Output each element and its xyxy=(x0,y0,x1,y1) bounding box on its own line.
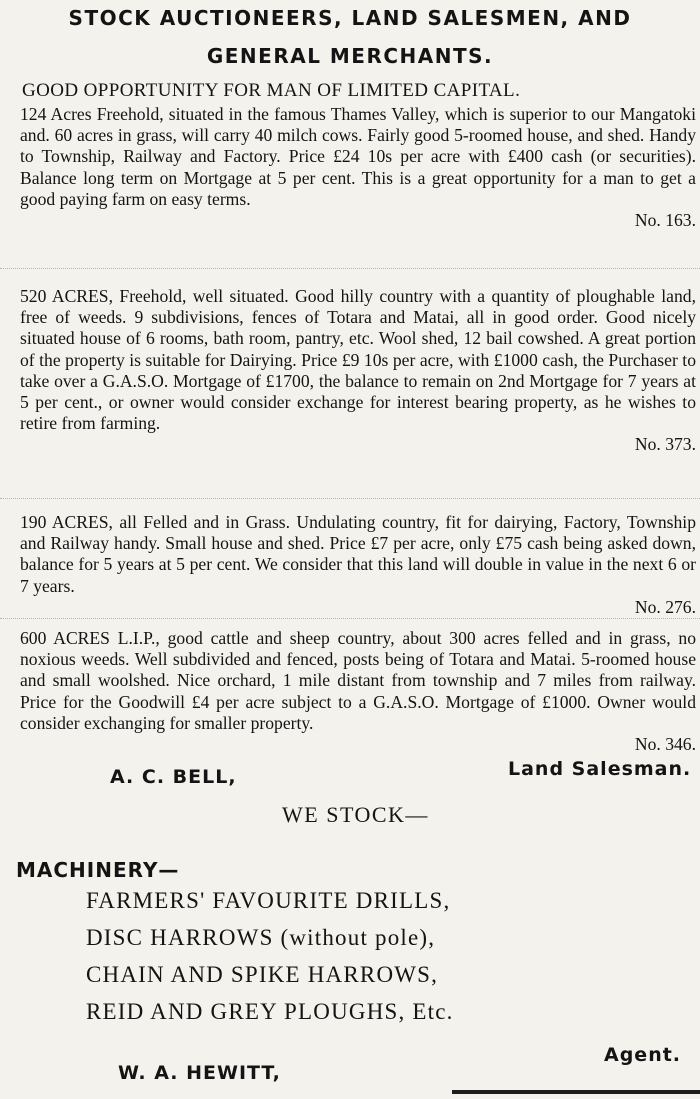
machinery-list xyxy=(86,882,454,1030)
listing-reference: No. 276. xyxy=(634,596,696,617)
header-line-1: STOCK AUCTIONEERS, LAND SALESMEN, AND xyxy=(68,6,632,30)
list-item: FARMERS' FAVOURITE DRILLS, xyxy=(86,888,451,913)
subheading: GOOD OPPORTUNITY FOR MAN OF LIMITED CAPITAL. xyxy=(22,80,521,101)
stock-heading: WE STOCK— xyxy=(282,802,429,827)
listing-reference: No. 163. xyxy=(634,210,696,231)
signature-title: Land Salesman. xyxy=(508,758,692,780)
signature-name: A. C. BELL, xyxy=(110,766,237,788)
listing-text: 124 Acres Freehold, situated in the famous Thames Valley, which is superior to our Mangatoki and. 60 acres in grass, will carry 40 milch cows. Fairly good 5-roomed house, and shed. Handy to Township, Railway and Factory. Price £24 10s per acre with £400 cash (or securities). Balance long term on Mortgage at 5 per cent. This is a great opportunity for a man to get a good paying farm on easy terms. xyxy=(20,104,696,209)
listing-124-acres xyxy=(20,104,696,231)
listing-text: 190 ACRES, all Felled and in Grass. Undulating country, fit for dairying, Factory, Township and Railway handy. Small house and shed. Price £7 per acre, only £75 cash being asked down, balance for 5 years at 5 per cent. We consider that this land will double in value in the next 6 or 7 years. xyxy=(20,512,696,596)
bottom-rule xyxy=(452,1090,700,1094)
listing-190-acres xyxy=(20,512,696,618)
divider xyxy=(0,498,700,499)
divider xyxy=(0,268,700,269)
listing-600-acres xyxy=(20,628,696,755)
listing-reference: No. 373. xyxy=(634,434,696,455)
listing-520-acres xyxy=(20,286,696,456)
listing-reference: No. 346. xyxy=(634,734,696,755)
agent-title: Agent. xyxy=(604,1044,682,1066)
divider xyxy=(0,618,700,619)
listing-text: 600 ACRES L.I.P., good cattle and sheep country, about 300 acres felled and in grass, no noxious weeds. Well subdivided and fenced, posts being of Totara and Matai. 5-roomed house and small woolshed. Nice orchard, 1 mile distant from township and 7 miles from railway. Price for the Goodwill £4 per acre subject to a G.A.S.O. Mortgage of £1000. Owner would consider exchanging for smaller property. xyxy=(20,628,696,733)
list-item: REID AND GREY PLOUGHS, Etc. xyxy=(86,999,454,1024)
listing-text: 520 ACRES, Freehold, well situated. Good hilly country with a quantity of ploughable land, free of weeds. 9 subdivisions, fences of Totara and Matai, all in good order. Good nicely situated house of 6 rooms, bath room, pantry, etc. Wool shed, 12 bail cowshed. A great portion of the property is suitable for Dairying. Price £9 10s per acre, with £1000 cash, the Purchaser to take over a G.A.S.O. Mortgage of £1700, the balance to remain on 2nd Mortgage for 7 years at 5 per cent., or owner would consider exchange for interest bearing property, as he wishes to retire from farming. xyxy=(20,286,696,434)
machinery-heading: MACHINERY— xyxy=(16,858,180,882)
list-item: DISC HARROWS (without pole), xyxy=(86,925,436,950)
header-line-2: GENERAL MERCHANTS. xyxy=(206,44,494,68)
list-item: CHAIN AND SPIKE HARROWS, xyxy=(86,962,439,987)
agent-name: W. A. HEWITT, xyxy=(118,1062,281,1084)
